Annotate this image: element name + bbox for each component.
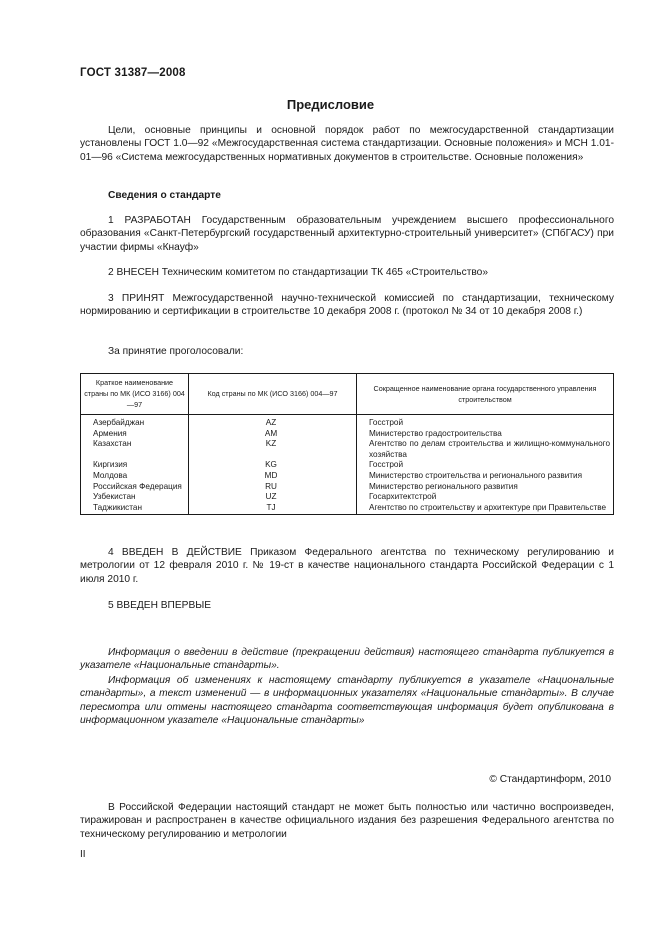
code-cell: AZ [189, 415, 357, 429]
table-row [81, 439, 614, 460]
table-row [81, 471, 614, 482]
body-cell: Агентство по делам строительства и жилищно-коммунального хозяйства [369, 439, 610, 459]
code-cell: AM [189, 429, 357, 440]
body-cell: Министерство строительства и регионального развития [369, 470, 583, 480]
table-row [81, 415, 614, 429]
country-cell: Узбекистан [93, 492, 136, 502]
country-cell: Казахстан [93, 439, 132, 449]
document-code: ГОСТ 31387—2008 [80, 67, 186, 79]
table-row [81, 429, 614, 440]
item-first: 5 ВВЕДЕН ВПЕРВЫЕ [108, 600, 212, 611]
table-row [81, 503, 614, 515]
country-cell: Киргизия [93, 460, 128, 470]
country-cell: Молдова [93, 470, 128, 480]
info-heading: Сведения о стандарте [108, 190, 221, 201]
body-cell: Госстрой [369, 418, 404, 427]
item-introduced: 2 ВНЕСЕН Техническим комитетом по стандартизации ТК 465 «Строительство» [108, 267, 488, 278]
body-cell: Министерство градостроительства [369, 428, 502, 438]
body-cell: Госархитектстрой [369, 492, 437, 502]
table-row [81, 482, 614, 493]
voted-label: За принятие проголосовали: [108, 346, 244, 357]
item-effective: 4 ВВЕДЕН В ДЕЙСТВИЕ Приказом Федерального агентства по техническому регулированию и метрологии от 12 февраля 2010 г. № 19-ст в качестве национального стандарта Российской Федерации с 1 июля 2010 г. [80, 547, 614, 585]
page-title: Предисловие [286, 97, 375, 112]
code-cell: KG [189, 460, 357, 471]
item-developed: 1 РАЗРАБОТАН Государственным образовательным учреждением высшего профессионального образования «Санкт-Петербургский государственный архитектурно-строительный университет» (СПбГАСУ) при участии фирмы «Кнауф» [80, 215, 614, 253]
item-adopted: 3 ПРИНЯТ Межгосударственной научно-технической комиссией по стандартизации, техническому нормированию и сертификации в строительстве 10 декабря 2008 г. (протокол № 34 от 10 декабря 2008 г.) [80, 293, 614, 318]
header-code: Код страны по МК (ИСО 3166) 004—97 [189, 374, 357, 415]
copyright: © Стандартинформ, 2010 [489, 774, 611, 785]
votes-table [80, 373, 614, 515]
table-row [81, 460, 614, 471]
table-row [81, 492, 614, 503]
header-body: Сокращенное наименование органа государственного управления строительством [357, 374, 614, 415]
intro-paragraph: Цели, основные принципы и основной порядок работ по межгосударственной стандартизации установлены ГОСТ 1.0—92 «Межгосударственная система стандартизации. Основные положения» и МСН 1.01-01—96 «Система межгосударственных нормативных документов в строительстве. Основные положения» [80, 125, 614, 163]
notice-effective-info: Информация о введении в действие (прекращении действия) настоящего стандарта публикуется в указателе «Национальные стандарты». [80, 647, 614, 672]
code-cell: TJ [189, 503, 357, 515]
header-country: Краткое наименование страны по МК (ИСО 3166) 004—97 [81, 374, 189, 415]
body-cell: Министерство регионального развития [369, 481, 518, 491]
code-cell: KZ [189, 439, 357, 460]
code-cell: MD [189, 471, 357, 482]
body-cell: Агентство по строительству и архитектуре при Правительстве [369, 502, 607, 512]
table-header-row [81, 374, 614, 415]
code-cell: RU [189, 482, 357, 493]
body-cell: Госстрой [369, 460, 404, 470]
country-cell: Российская Федерация [93, 481, 182, 491]
country-cell: Азербайджан [93, 418, 145, 427]
page-number: II [80, 849, 86, 860]
rights-notice: В Российской Федерации настоящий стандарт не может быть полностью или частично воспроизведен, тиражирован и распространен в качестве официального издания без разрешения Федерального агентства по техническому регулированию и метрологии [80, 802, 614, 840]
notice-changes-info: Информация об изменениях к настоящему стандарту публикуется в указателе «Национальные стандарты», а текст изменений — в информационных указателях «Национальные стандарты». В случае пересмотра или отмены настоящего стандарта соответствующая информация будет опубликована в информационном указателе «Национальные стандарты» [80, 675, 614, 727]
country-cell: Армения [93, 428, 127, 438]
code-cell: UZ [189, 492, 357, 503]
country-cell: Таджикистан [93, 502, 142, 512]
